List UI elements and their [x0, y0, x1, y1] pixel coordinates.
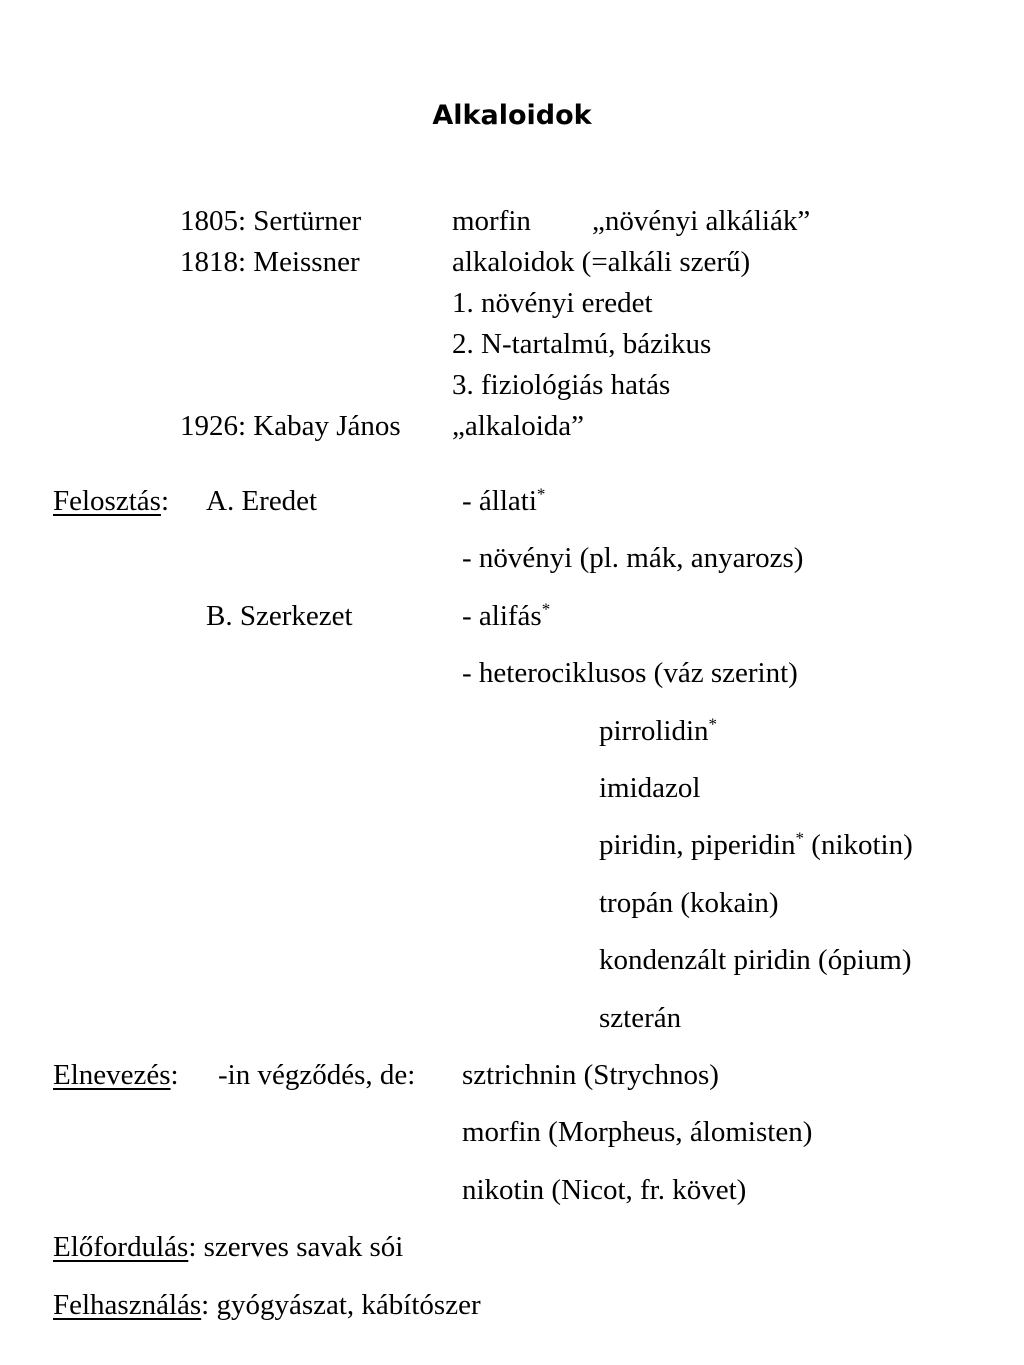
elnevezes-example-sztrichnin: sztrichnin (Strychnos): [462, 1059, 719, 1091]
felhasznalas-heading: Felhasználás: [53, 1289, 202, 1321]
asterisk-mark: *: [795, 828, 805, 848]
felosztas-item-allati: [462, 484, 546, 517]
sub-item-piridin: [599, 828, 913, 861]
sub-item-kondenzalt: kondenzált piridin (ópium): [599, 944, 912, 976]
page-title: Alkaloidok: [432, 100, 592, 131]
elnevezes-example-nikotin: nikotin (Nicot, fr. követ): [462, 1174, 747, 1206]
sub-item-pirrolidin-text: pirrolidin: [599, 715, 709, 747]
history-criterion-3: 3. fiziológiás hatás: [452, 369, 671, 401]
elofordulas-heading: Előfordulás: [53, 1231, 189, 1263]
felosztas-item-novenyi: - növényi (pl. mák, anyarozs): [462, 542, 804, 574]
felosztas-colon: :: [160, 485, 169, 517]
history-date-1818: 1818: Meissner: [180, 246, 360, 278]
sub-item-pirrolidin: [599, 714, 718, 747]
history-criterion-2: 2. N-tartalmú, bázikus: [452, 328, 712, 360]
history-criterion-1: 1. növényi eredet: [452, 287, 653, 319]
felosztas-item-heterociklusos: - heterociklusos (váz szerint): [462, 657, 798, 689]
elnevezes-example-morfin: morfin (Morpheus, álomisten): [462, 1116, 813, 1148]
history-date-1926: 1926: Kabay János: [180, 410, 401, 442]
asterisk-mark: *: [708, 714, 718, 734]
asterisk-mark: *: [541, 599, 551, 619]
felosztas-item-allati-text: - állati: [462, 485, 537, 517]
sub-item-piridin-suffix: (nikotin): [804, 829, 913, 861]
elofordulas-text: : szerves savak sói: [188, 1231, 404, 1263]
felosztas-item-alifas: [462, 599, 551, 632]
asterisk-mark: *: [536, 484, 546, 504]
history-desc-alkaloida: „alkaloida”: [452, 410, 585, 442]
felosztas-item-alifas-text: - alifás: [462, 600, 542, 632]
felosztas-b-label: B. Szerkezet: [206, 600, 353, 632]
elnevezes-colon: :: [170, 1059, 179, 1091]
sub-item-tropan: tropán (kokain): [599, 887, 779, 919]
felhasznalas-line: [53, 1291, 481, 1320]
history-extra-novenyi-alkaliak: „növényi alkáliák”: [592, 205, 811, 237]
sub-item-imidazol: imidazol: [599, 772, 701, 804]
felhasznalas-text: : gyógyászat, kábítószer: [201, 1289, 481, 1321]
elnevezes-heading: Elnevezés: [53, 1059, 171, 1091]
elnevezes-rule: -in végződés, de:: [218, 1059, 416, 1091]
felosztas-heading-line: [53, 487, 169, 516]
history-desc-alkaloidok: alkaloidok (=alkáli szerű): [452, 246, 751, 278]
history-date-1805: 1805: Sertürner: [180, 205, 362, 237]
felosztas-heading: Felosztás: [53, 485, 161, 517]
history-desc-morfin: morfin: [452, 205, 531, 237]
sub-item-piridin-text: piridin, piperidin: [599, 829, 796, 861]
elofordulas-line: [53, 1233, 403, 1262]
felosztas-a-label: A. Eredet: [206, 485, 318, 517]
sub-item-szteran: szterán: [599, 1002, 682, 1034]
elnevezes-heading-line: [53, 1061, 179, 1090]
